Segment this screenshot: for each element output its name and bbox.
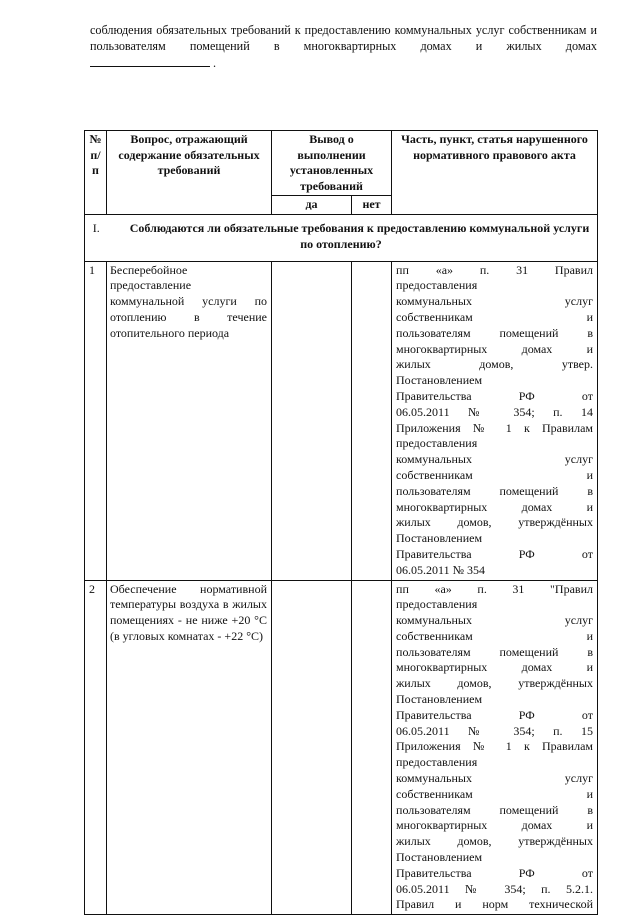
- reference-line: 06.05.2011 № 354; п. 14: [396, 404, 593, 419]
- section-title: Соблюдаются ли обязательные требования к предоставлению коммунальной услуги по отоплению?: [129, 220, 590, 251]
- reference-line: жилых домов, утверждённых: [396, 834, 593, 849]
- intro-line-3: [90, 55, 597, 71]
- reference-line: коммунальных услуг: [396, 613, 593, 628]
- table-row: [85, 261, 598, 580]
- reference-line: пп «а» п. 31 Правил: [396, 262, 593, 277]
- row-reference: [392, 580, 598, 915]
- reference-line: пользователям помещений в: [396, 483, 593, 498]
- reference-line: многоквартирных домах и: [396, 341, 593, 356]
- reference-line: Постановлением: [396, 850, 483, 865]
- reference-line: многоквартирных домах и: [396, 660, 593, 675]
- reference-line: пользователям помещений в: [396, 325, 593, 340]
- reference-line: собственникам и: [396, 786, 593, 801]
- reference-line: Постановлением: [396, 531, 483, 546]
- table-row: [85, 580, 598, 915]
- reference-line: жилых домов, утверждённых: [396, 676, 593, 691]
- reference-line: собственникам и: [396, 628, 593, 643]
- reference-line: 06.05.2011 № 354; п. 5.2.1.: [396, 881, 593, 896]
- section-cell: [85, 214, 598, 261]
- reference-line: Правительства РФ от: [396, 388, 593, 403]
- intro-paragraph: [90, 22, 597, 71]
- reference-line: пп «а» п. 31 "Правил: [396, 581, 593, 596]
- reference-line: предоставления: [396, 597, 478, 612]
- header-reference: Часть, пункт, статья нарушенного нормативного правового акта: [392, 131, 598, 215]
- intro-tail: .: [213, 56, 217, 70]
- header-question: Вопрос, отражающий содержание обязательных требований: [107, 131, 272, 215]
- reference-line: коммунальных услуг: [396, 452, 593, 467]
- row-no-cell[interactable]: [352, 580, 392, 915]
- intro-line-1: соблюдения обязательных требований к предоставлению коммунальных услуг: [90, 23, 505, 37]
- reference-line: 06.05.2011 № 354; п. 15: [396, 723, 593, 738]
- row-question: Обеспечение нормативной температуры воздуха в жилых помещениях - не ниже +20 °С (в угловых комнатах - +22 °С): [107, 580, 272, 915]
- reference-line: многоквартирных домах и: [396, 499, 593, 514]
- reference-line: Приложения № 1 к Правилам: [396, 739, 593, 754]
- reference-line: пользователям помещений в: [396, 802, 593, 817]
- reference-line: многоквартирных домах и: [396, 818, 593, 833]
- reference-line: собственникам и: [396, 309, 593, 324]
- header-conclusion: Вывод о выполнении установленных требований: [272, 131, 392, 196]
- reference-line: Приложения № 1 к Правилам: [396, 420, 593, 435]
- reference-line: пользователям помещений в: [396, 644, 593, 659]
- reference-line: Правил и норм технической: [396, 897, 593, 912]
- row-yes-cell[interactable]: [272, 261, 352, 580]
- reference-line: коммунальных услуг: [396, 294, 593, 309]
- section-number: I.: [92, 220, 100, 235]
- checklist-table: [84, 130, 598, 915]
- reference-line: Правительства РФ от: [396, 546, 593, 561]
- header-yes: да: [272, 196, 352, 215]
- reference-line: жилых домов, утвер.: [396, 357, 593, 372]
- reference-line: Постановлением: [396, 692, 483, 707]
- reference-line: коммунальных услуг: [396, 771, 593, 786]
- row-no-cell[interactable]: [352, 261, 392, 580]
- section-row: [85, 214, 598, 261]
- intro-line-2: собственникам и пользователям помещений в многоквартирных домах и жилых домах: [90, 23, 597, 53]
- reference-line: предоставления: [396, 436, 478, 451]
- reference-line: 06.05.2011 № 354: [396, 562, 486, 577]
- reference-line: предоставления: [396, 755, 478, 770]
- reference-line: Постановлением: [396, 373, 483, 388]
- row-number: 1: [85, 261, 107, 580]
- reference-line: жилых домов, утверждённых: [396, 515, 593, 530]
- row-number: 2: [85, 580, 107, 915]
- blank-line: [90, 56, 210, 67]
- header-number: № п/п: [85, 131, 107, 215]
- row-reference: [392, 261, 598, 580]
- header-no: нет: [352, 196, 392, 215]
- reference-line: Правительства РФ от: [396, 865, 593, 880]
- reference-line: Правительства РФ от: [396, 707, 593, 722]
- row-yes-cell[interactable]: [272, 580, 352, 915]
- reference-line: предоставления: [396, 278, 478, 293]
- reference-line: собственникам и: [396, 467, 593, 482]
- row-question: Бесперебойное предоставление коммунальной услуги по отоплению в течение отопительного периода: [107, 261, 272, 580]
